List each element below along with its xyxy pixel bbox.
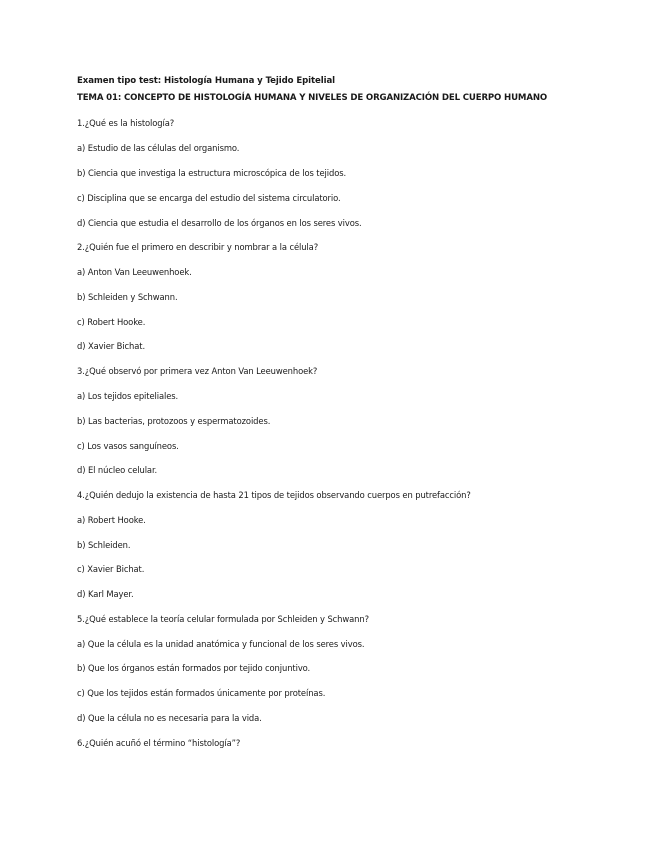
option-3d: d) El núcleo celular.	[77, 465, 158, 475]
option-4d: d) Karl Mayer.	[77, 589, 134, 599]
option-2d: d) Xavier Bichat.	[77, 341, 146, 351]
question-5: 5.¿Qué establece la teoría celular formulada por Schleiden y Schwann?	[77, 614, 369, 624]
option-3b: b) Las bacterias, protozoos y espermatozoides.	[77, 416, 271, 426]
question-6: 6.¿Quién acuñó el término “histología”?	[77, 738, 241, 748]
option-3c: c) Los vasos sanguíneos.	[77, 441, 179, 451]
option-4c: c) Xavier Bichat.	[77, 564, 145, 574]
option-4b: b) Schleiden.	[77, 540, 131, 550]
option-1d: d) Ciencia que estudia el desarrollo de los órganos en los seres vivos.	[77, 218, 362, 228]
option-2a: a) Anton Van Leeuwenhoek.	[77, 267, 192, 277]
option-1c: c) Disciplina que se encarga del estudio del sistema circulatorio.	[77, 193, 341, 203]
option-2c: c) Robert Hooke.	[77, 317, 146, 327]
document-subtitle: TEMA 01: CONCEPTO DE HISTOLOGÍA HUMANA Y NIVELES DE ORGANIZACIÓN DEL CUERPO HUMANO	[77, 93, 548, 103]
question-3: 3.¿Qué observó por primera vez Anton Van Leeuwenhoek?	[77, 366, 318, 376]
option-5b: b) Que los órganos están formados por tejido conjuntivo.	[77, 663, 311, 673]
question-4: 4.¿Quién dedujo la existencia de hasta 21 tipos de tejidos observando cuerpos en putrefacción?	[77, 490, 471, 500]
option-5c: c) Que los tejidos están formados únicamente por proteínas.	[77, 688, 326, 698]
option-3a: a) Los tejidos epiteliales.	[77, 391, 179, 401]
question-1: 1.¿Qué es la histología?	[77, 118, 175, 128]
question-2: 2.¿Quién fue el primero en describir y nombrar a la célula?	[77, 242, 319, 252]
option-2b: b) Schleiden y Schwann.	[77, 292, 178, 302]
option-1b: b) Ciencia que investiga la estructura microscópica de los tejidos.	[77, 168, 347, 178]
document-title: Examen tipo test: Histología Humana y Tejido Epitelial	[77, 76, 335, 86]
option-5a: a) Que la célula es la unidad anatómica y funcional de los seres vivos.	[77, 639, 365, 649]
option-4a: a) Robert Hooke.	[77, 515, 146, 525]
option-1a: a) Estudio de las células del organismo.	[77, 143, 240, 153]
option-5d: d) Que la célula no es necesaria para la vida.	[77, 713, 262, 723]
